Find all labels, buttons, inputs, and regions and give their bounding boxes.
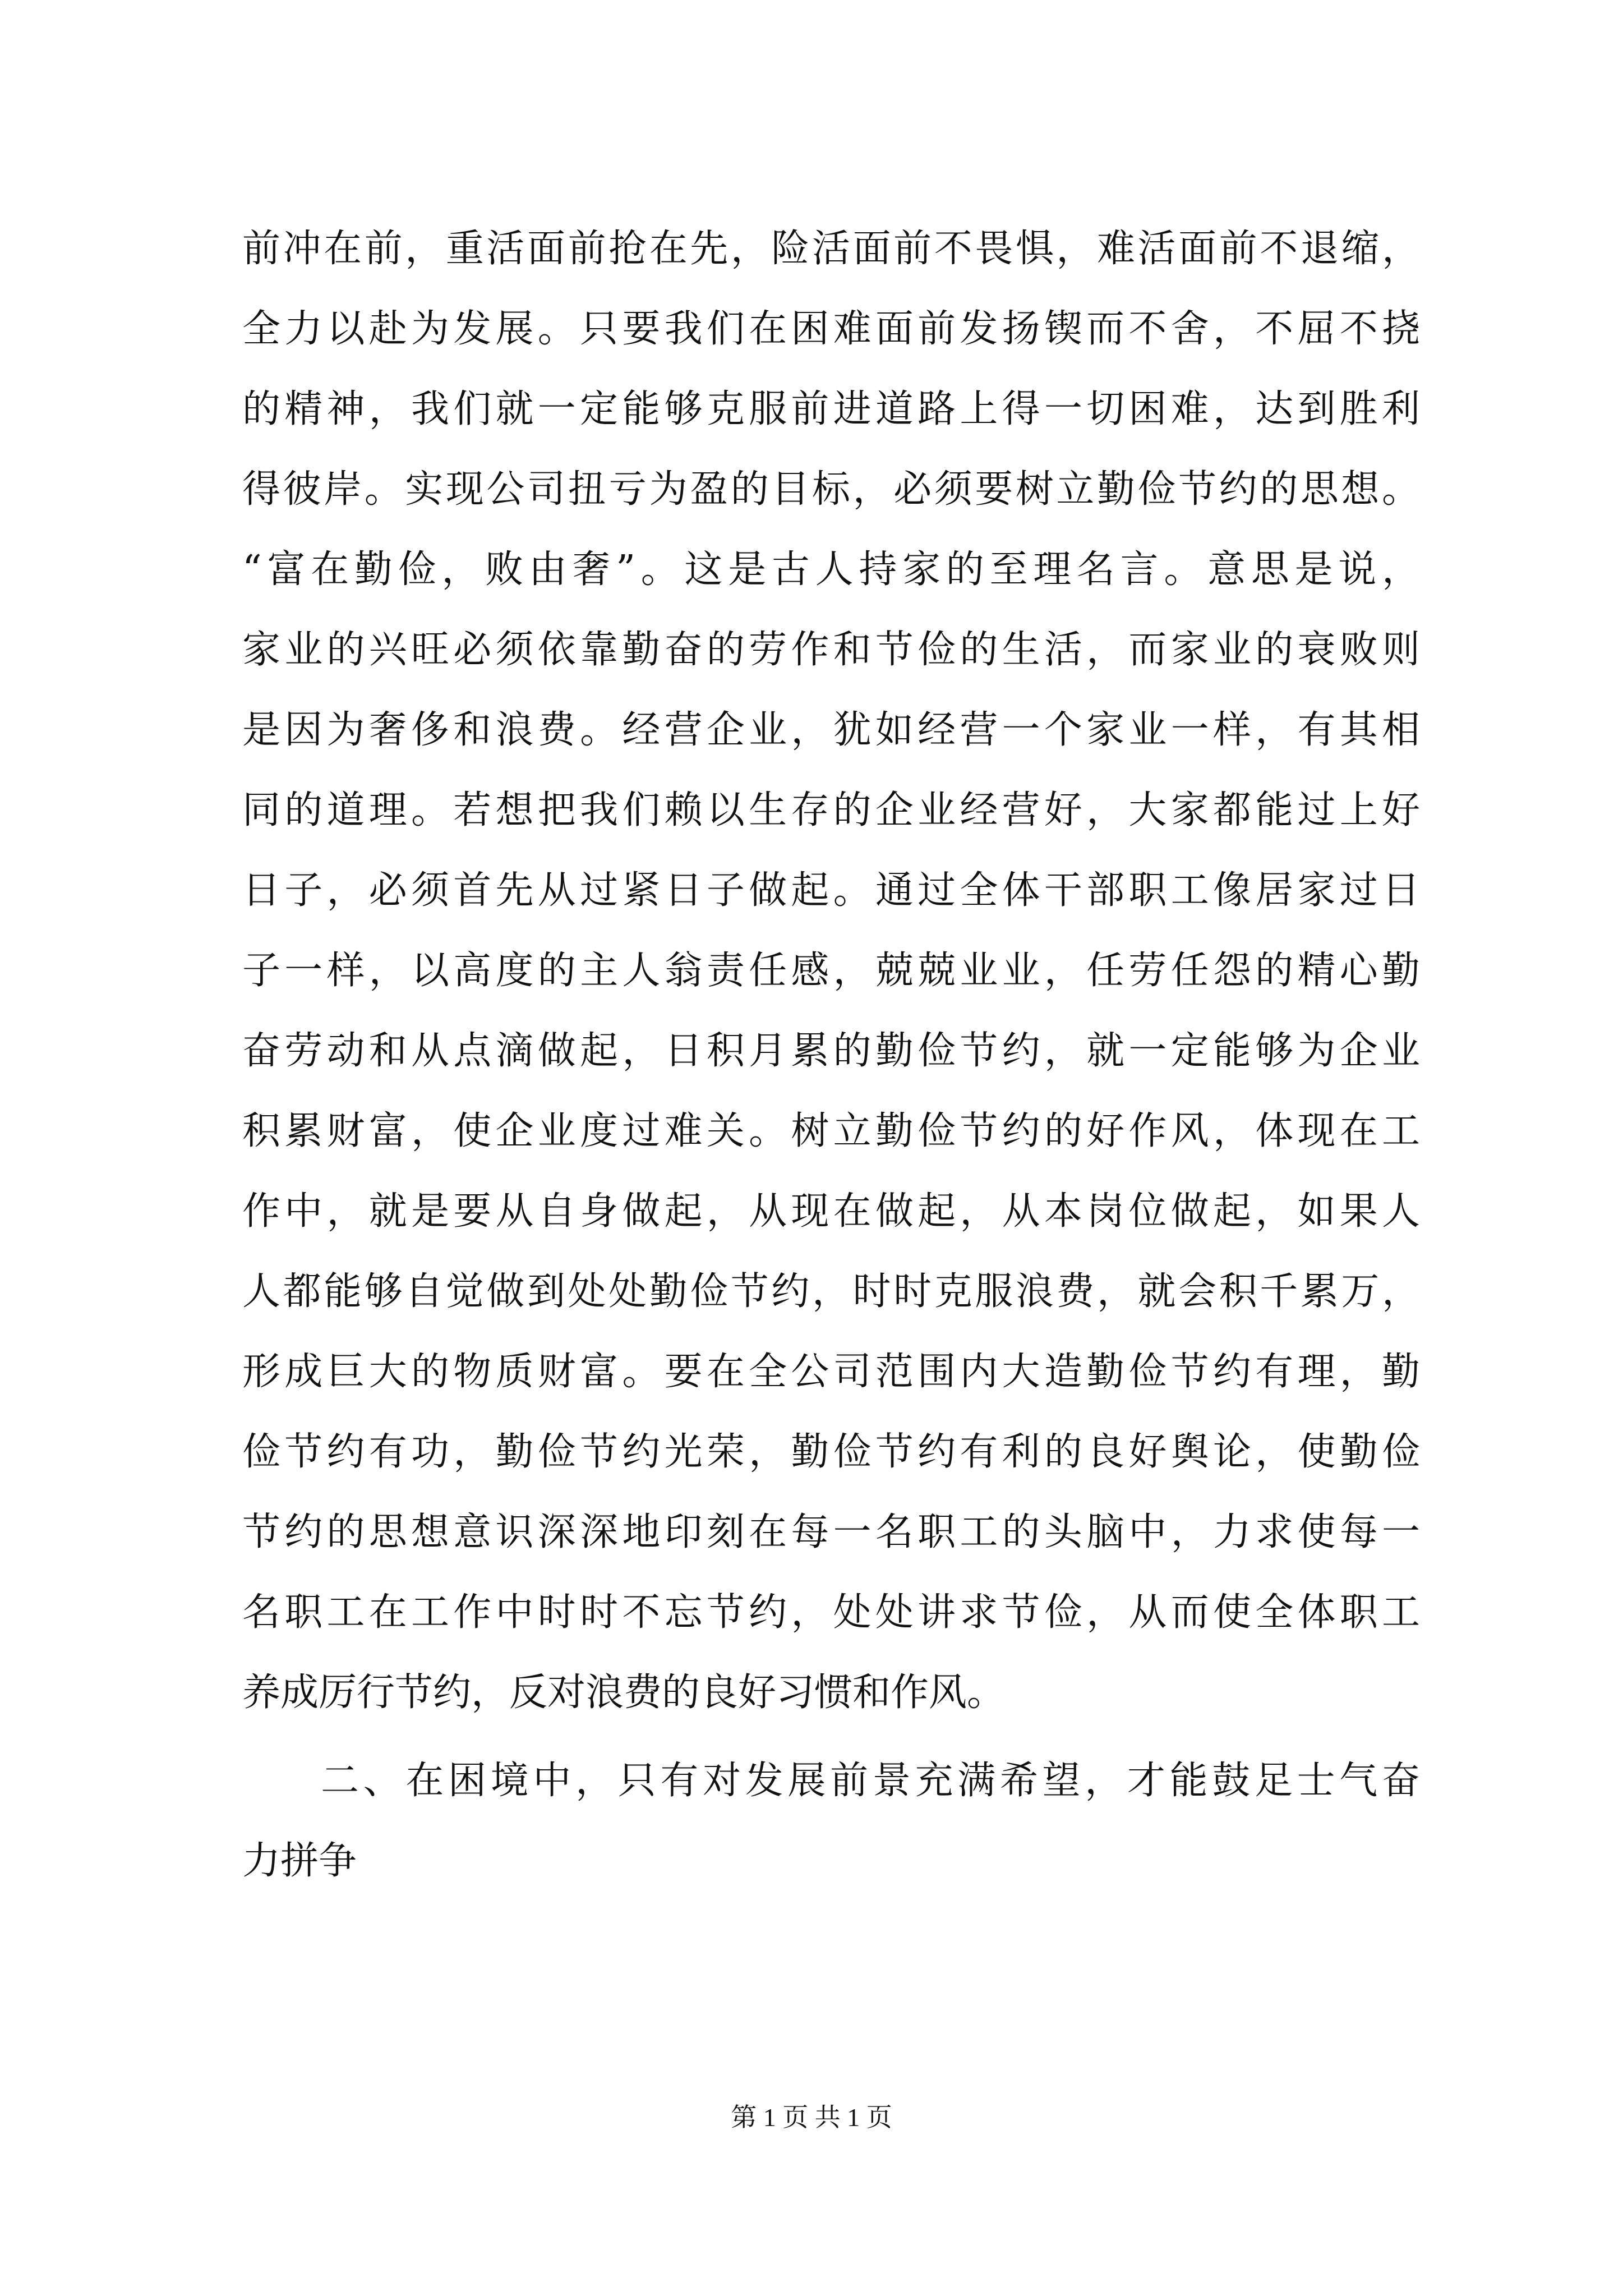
text-line: 名职工在工作中时时不忘节约，处处讲求节俭，从而使全体职工 <box>242 1590 1420 1635</box>
text-line: 同的道理。若想把我们赖以生存的企业经营好，大家都能过上好 <box>242 788 1420 832</box>
section-heading <box>242 1741 1420 1901</box>
text-line: 俭节约有功，勤俭节约光荣，勤俭节约有利的良好舆论，使勤俭 <box>242 1430 1420 1474</box>
text-line: 积累财富，使企业度过难关。树立勤俭节约的好作风，体现在工 <box>242 1109 1420 1153</box>
text-line: 作中，就是要从自身做起，从现在做起，从本岗位做起，如果人 <box>242 1189 1420 1234</box>
text-line: 养成厉行节约，反对浪费的良好习惯和作风。 <box>242 1671 1006 1715</box>
text-line: 节约的思想意识深深地印刻在每一名职工的头脑中，力求使每一 <box>242 1510 1420 1554</box>
text-line: 形成巨大的物质财富。要在全公司范围内大造勤俭节约有理，勤 <box>242 1350 1420 1394</box>
text-line: 是因为奢侈和浪费。经营企业，犹如经营一个家业一样，有其相 <box>242 708 1420 752</box>
text-line: 子一样，以高度的主人翁责任感，兢兢业业，任劳任怨的精心勤 <box>242 949 1420 993</box>
heading-line: 二、在困境中，只有对发展前景充满希望，才能鼓足士气奋 <box>321 1759 1420 1803</box>
text-line: 家业的兴旺必须依靠勤奋的劳作和节俭的生活，而家业的衰败则 <box>242 628 1420 672</box>
document-body <box>242 209 1420 1901</box>
heading-line: 力拼争 <box>242 1839 357 1883</box>
text-line: “富在勤俭，败由奢”。这是古人持家的至理名言。意思是说， <box>242 547 1420 592</box>
page-number-footer: 第 1 页 共 1 页 <box>731 2103 892 2132</box>
paragraph <box>242 209 1420 1733</box>
text-line: 得彼岸。实现公司扭亏为盈的目标，必须要树立勤俭节约的思想。 <box>242 467 1420 512</box>
text-line: 奋劳动和从点滴做起，日积月累的勤俭节约，就一定能够为企业 <box>242 1029 1420 1073</box>
spacer <box>242 1733 1420 1741</box>
text-line: 前冲在前，重活面前抢在先，险活面前不畏惧，难活面前不退缩， <box>242 227 1420 271</box>
text-line: 全力以赴为发展。只要我们在困难面前发扬锲而不舍，不屈不挠 <box>242 307 1420 351</box>
text-line: 人都能够自觉做到处处勤俭节约，时时克服浪费，就会积千累万， <box>242 1269 1420 1314</box>
text-line: 日子，必须首先从过紧日子做起。通过全体干部职工像居家过日 <box>242 868 1420 913</box>
text-line: 的精神，我们就一定能够克服前进道路上得一切困难，达到胜利 <box>242 387 1420 431</box>
